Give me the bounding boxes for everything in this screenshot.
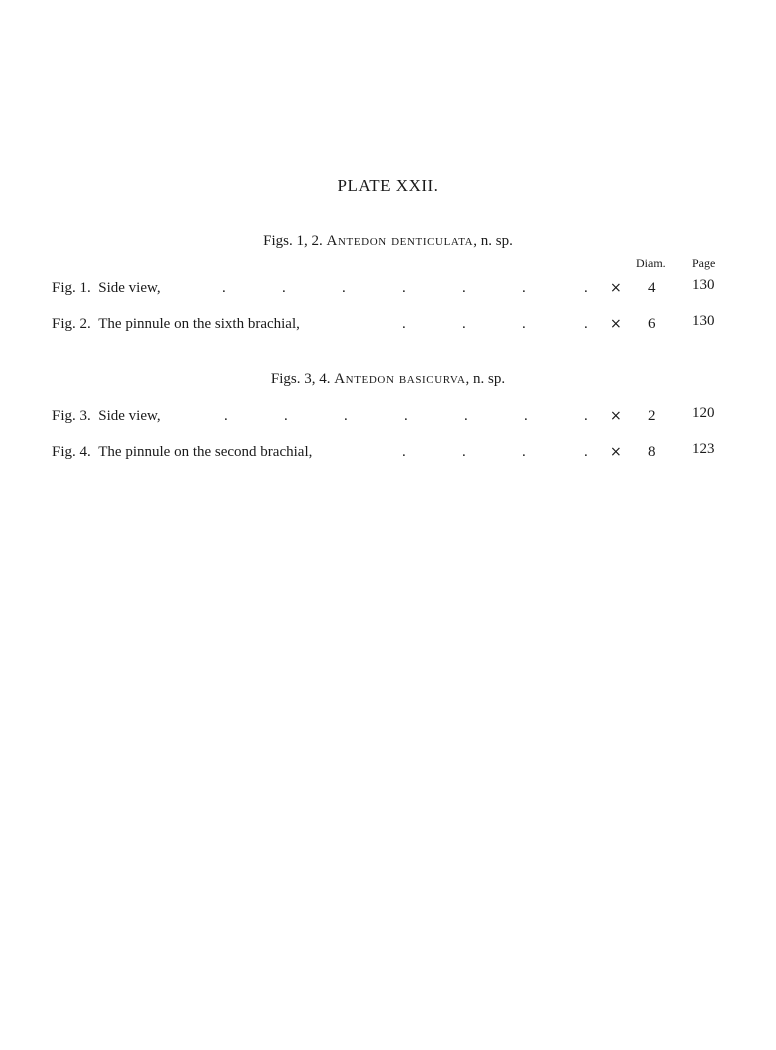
leader-dot: . (584, 280, 588, 296)
leader-dot: . (344, 408, 348, 424)
row-label (52, 408, 161, 425)
leader-dot: . (584, 316, 588, 332)
figs-prefix: Figs. 3, 4. (270, 371, 331, 387)
species-name: Antedon denticulata (326, 233, 474, 249)
plate-row (52, 277, 732, 300)
times-sign: × (610, 316, 622, 332)
species-name: Antedon basicurva (334, 371, 466, 387)
diam-column-header: Diam. (636, 256, 666, 270)
diam-value: 4 (648, 280, 656, 296)
plate-row (52, 441, 732, 464)
leader-dot: . (402, 280, 406, 296)
page-column-header: Page (692, 256, 716, 270)
fig-description: The pinnule on the sixth brachial, (98, 316, 300, 332)
leader-dot: . (402, 444, 406, 460)
row-label (52, 444, 312, 461)
leader-dot: . (222, 280, 226, 296)
leader-dot: . (282, 280, 286, 296)
page-value: 130 (692, 277, 715, 293)
leader-dot: . (284, 408, 288, 424)
leader-dot: . (404, 408, 408, 424)
leader-dot: . (462, 280, 466, 296)
fig-description: Side view, (98, 280, 161, 296)
plate-row (52, 405, 732, 428)
plate-title: PLATE XXII. (337, 176, 439, 195)
times-sign: × (610, 408, 622, 424)
plate-row (52, 313, 732, 336)
leader-dot: . (584, 408, 588, 424)
diam-value: 6 (648, 316, 656, 332)
fig-description: Side view, (98, 408, 161, 424)
page-value: 123 (692, 441, 715, 457)
section-heading-2 (0, 371, 776, 388)
leader-dot: . (462, 444, 466, 460)
leader-dot: . (462, 316, 466, 332)
fig-number: Fig. 4. (52, 444, 91, 460)
fig-number: Fig. 1. (52, 280, 91, 296)
times-sign: × (610, 444, 622, 460)
section-heading-1 (0, 233, 776, 250)
species-suffix: , n. sp. (465, 371, 506, 387)
leader-dot: . (524, 408, 528, 424)
leader-dot: . (342, 280, 346, 296)
leader-dot: . (584, 444, 588, 460)
leader-dot: . (402, 316, 406, 332)
diam-value: 2 (648, 408, 656, 424)
leader-dot: . (464, 408, 468, 424)
page-value: 120 (692, 405, 715, 421)
fig-number: Fig. 3. (52, 408, 91, 424)
fig-description: The pinnule on the second brachial, (98, 444, 313, 460)
row-label (52, 280, 161, 297)
page-value: 130 (692, 313, 715, 329)
leader-dot: . (522, 444, 526, 460)
row-label (52, 316, 300, 333)
species-suffix: , n. sp. (473, 233, 513, 249)
fig-number: Fig. 2. (52, 316, 91, 332)
leader-dot: . (522, 316, 526, 332)
leader-dot: . (522, 280, 526, 296)
times-sign: × (610, 280, 622, 296)
leader-dot: . (224, 408, 228, 424)
diam-value: 8 (648, 444, 656, 460)
figs-prefix: Figs. 1, 2. (263, 233, 323, 249)
